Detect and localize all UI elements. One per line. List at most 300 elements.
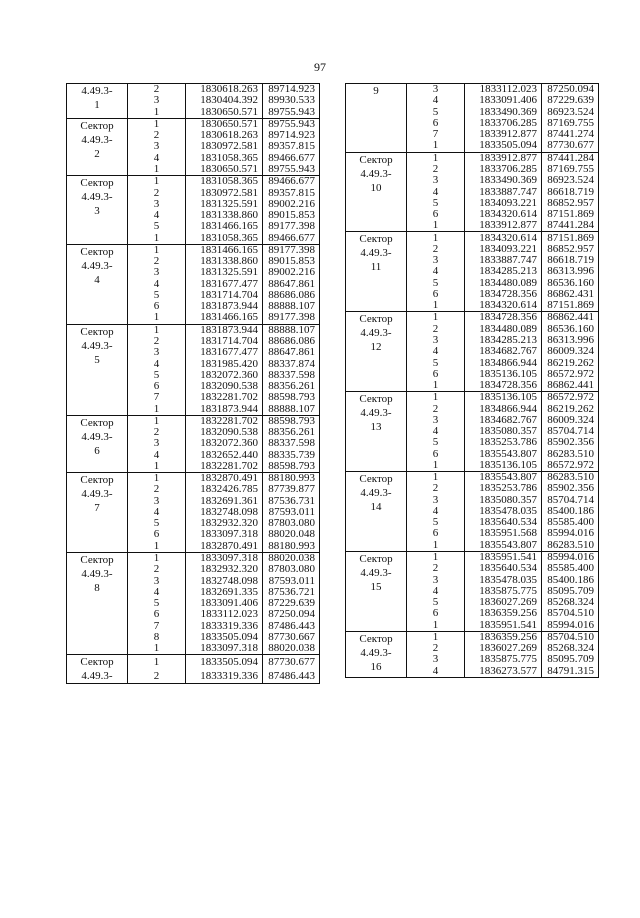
sector-label: Сектор 4.49.3- 10 xyxy=(346,152,407,232)
x-coordinate: 1833912.877 xyxy=(465,220,542,232)
x-coordinate: 1835951.541 xyxy=(465,551,542,563)
point-number: 6 xyxy=(153,608,160,621)
x-coordinate: 1833112.023 xyxy=(465,84,542,96)
y-coordinate: 88020.048 xyxy=(263,529,320,540)
point-number: 1 xyxy=(407,619,465,631)
x-coordinate: 1834285.213 xyxy=(465,266,542,277)
point-number: 3 xyxy=(432,493,439,506)
y-coordinate: 88888.107 xyxy=(263,324,320,336)
x-coordinate: 1833319.336 xyxy=(186,620,263,631)
y-coordinate: 87486.443 xyxy=(263,669,320,684)
x-coordinate: 1832870.491 xyxy=(186,541,263,553)
x-coordinate: 1835640.534 xyxy=(465,563,542,574)
y-coordinate: 86852.957 xyxy=(542,198,599,209)
x-coordinate: 1831325.591 xyxy=(186,267,263,278)
x-coordinate: 1835951.541 xyxy=(465,619,542,631)
point-number: 6 xyxy=(153,380,160,393)
y-coordinate: 89466.677 xyxy=(263,176,320,188)
point-number: 1 xyxy=(128,232,186,244)
x-coordinate: 1835080.357 xyxy=(465,495,542,506)
x-coordinate: 1835136.105 xyxy=(465,369,542,380)
x-coordinate: 1833097.318 xyxy=(186,643,263,655)
x-coordinate: 1830650.571 xyxy=(186,107,263,119)
point-number: 3 xyxy=(153,346,160,359)
point-number: 5 xyxy=(432,516,439,529)
x-coordinate: 1831873.944 xyxy=(186,301,263,312)
point-number: 2 xyxy=(153,255,160,268)
y-coordinate: 87229.639 xyxy=(542,95,599,106)
point-number: 3 xyxy=(432,653,439,666)
point-number: 3 xyxy=(432,413,439,426)
point-number: 1 xyxy=(407,152,465,164)
y-coordinate: 85704.714 xyxy=(542,426,599,437)
x-coordinate: 1834093.221 xyxy=(465,198,542,209)
point-number: 4 xyxy=(153,505,160,518)
y-coordinate: 86009.324 xyxy=(542,346,599,357)
y-coordinate: 86618.719 xyxy=(542,255,599,266)
point-number: 6 xyxy=(432,607,439,620)
point-number: 7 xyxy=(153,391,160,404)
y-coordinate: 89714.923 xyxy=(263,130,320,141)
x-coordinate: 1834728.356 xyxy=(465,380,542,392)
x-coordinate: 1835478.035 xyxy=(465,506,542,517)
sector-label: Сектор 4.49.3- 7 xyxy=(67,473,128,553)
x-coordinate: 1834320.614 xyxy=(465,232,542,244)
y-coordinate: 86852.957 xyxy=(542,244,599,255)
x-coordinate: 1831985.420 xyxy=(186,358,263,369)
point-number: 3 xyxy=(153,140,160,153)
point-number: 2 xyxy=(432,242,439,255)
point-number: 1 xyxy=(128,461,186,473)
point-number: 1 xyxy=(128,324,186,336)
y-coordinate: 88020.038 xyxy=(263,643,320,655)
point-number: 6 xyxy=(153,300,160,313)
point-number: 4 xyxy=(153,209,160,222)
x-coordinate: 1835136.105 xyxy=(465,460,542,472)
y-coordinate: 87441.284 xyxy=(542,220,599,232)
page-number: 97 xyxy=(314,60,326,74)
x-coordinate: 1836027.269 xyxy=(465,643,542,654)
x-coordinate: 1831873.944 xyxy=(186,324,263,336)
y-coordinate: 88686.086 xyxy=(263,290,320,301)
y-coordinate: 87593.011 xyxy=(263,507,320,518)
x-coordinate: 1833706.285 xyxy=(465,164,542,175)
y-coordinate: 87169.755 xyxy=(542,164,599,175)
y-coordinate: 85585.400 xyxy=(542,563,599,574)
x-coordinate: 1834480.089 xyxy=(465,278,542,289)
point-number: 1 xyxy=(407,140,465,152)
x-coordinate: 1832072.360 xyxy=(186,438,263,449)
y-coordinate: 89002.216 xyxy=(263,199,320,210)
x-coordinate: 1832870.491 xyxy=(186,473,263,485)
x-coordinate: 1833091.406 xyxy=(186,598,263,609)
coordinates-table-right xyxy=(345,83,599,678)
y-coordinate: 88647.861 xyxy=(263,279,320,290)
x-coordinate: 1835478.035 xyxy=(465,574,542,585)
point-number: 4 xyxy=(432,185,439,198)
point-number: 1 xyxy=(407,232,465,244)
point-number: 4 xyxy=(407,666,465,678)
y-coordinate: 86283.510 xyxy=(542,540,599,552)
point-number: 1 xyxy=(128,473,186,485)
y-coordinate: 87441.284 xyxy=(542,152,599,164)
y-coordinate: 87730.667 xyxy=(263,632,320,643)
y-coordinate: 87151.869 xyxy=(542,209,599,220)
point-number: 4 xyxy=(432,584,439,597)
x-coordinate: 1833887.747 xyxy=(465,255,542,266)
point-number: 4 xyxy=(153,585,160,598)
x-coordinate: 1831338.860 xyxy=(186,256,263,267)
y-coordinate: 88647.861 xyxy=(263,347,320,358)
x-coordinate: 1833505.094 xyxy=(465,140,542,152)
point-number: 2 xyxy=(153,426,160,439)
x-coordinate: 1833319.336 xyxy=(186,669,263,684)
y-coordinate: 88180.993 xyxy=(263,473,320,485)
point-number: 1 xyxy=(407,551,465,563)
x-coordinate: 1832691.361 xyxy=(186,496,263,507)
x-coordinate: 1834866.944 xyxy=(465,357,542,368)
point-number: 2 xyxy=(432,562,439,575)
x-coordinate: 1833912.877 xyxy=(465,129,542,140)
point-number: 5 xyxy=(153,597,160,610)
point-number: 1 xyxy=(128,541,186,553)
point-number: 5 xyxy=(432,356,439,369)
y-coordinate: 87486.443 xyxy=(263,620,320,631)
x-coordinate: 1832691.335 xyxy=(186,587,263,598)
coordinates-table-left xyxy=(66,83,320,684)
x-coordinate: 1830404.392 xyxy=(186,95,263,106)
y-coordinate: 86536.160 xyxy=(542,324,599,335)
y-coordinate: 84791.315 xyxy=(542,666,599,678)
point-number: 3 xyxy=(153,266,160,279)
point-number: 4 xyxy=(432,504,439,517)
y-coordinate: 87730.677 xyxy=(542,140,599,152)
point-number: 4 xyxy=(432,94,439,107)
y-coordinate: 89015.853 xyxy=(263,210,320,221)
point-number: 3 xyxy=(432,573,439,586)
point-number: 2 xyxy=(128,669,186,684)
y-coordinate: 87229.639 xyxy=(263,598,320,609)
table-row xyxy=(67,655,320,670)
point-number: 3 xyxy=(432,333,439,346)
y-coordinate: 89755.943 xyxy=(263,118,320,130)
y-coordinate: 86536.160 xyxy=(542,278,599,289)
point-number: 7 xyxy=(153,619,160,632)
point-number: 1 xyxy=(128,107,186,119)
x-coordinate: 1834285.213 xyxy=(465,335,542,346)
point-number: 1 xyxy=(128,655,186,670)
y-coordinate: 89177.398 xyxy=(263,244,320,256)
y-coordinate: 87803.080 xyxy=(263,518,320,529)
x-coordinate: 1831873.944 xyxy=(186,403,263,415)
point-number: 6 xyxy=(432,527,439,540)
x-coordinate: 1833091.406 xyxy=(465,95,542,106)
table-row xyxy=(346,392,599,404)
x-coordinate: 1834728.356 xyxy=(465,289,542,300)
x-coordinate: 1835543.807 xyxy=(465,540,542,552)
x-coordinate: 1830972.581 xyxy=(186,141,263,152)
y-coordinate: 85268.324 xyxy=(542,597,599,608)
x-coordinate: 1834093.221 xyxy=(465,244,542,255)
point-number: 1 xyxy=(128,118,186,130)
x-coordinate: 1834320.614 xyxy=(465,209,542,220)
point-number: 8 xyxy=(153,630,160,643)
point-number: 3 xyxy=(153,574,160,587)
y-coordinate: 89930.533 xyxy=(263,95,320,106)
x-coordinate: 1835253.786 xyxy=(465,437,542,448)
x-coordinate: 1833097.318 xyxy=(186,552,263,564)
y-coordinate: 87536.721 xyxy=(263,587,320,598)
y-coordinate: 88180.993 xyxy=(263,541,320,553)
x-coordinate: 1832281.702 xyxy=(186,415,263,427)
x-coordinate: 1831677.477 xyxy=(186,347,263,358)
y-coordinate: 87250.094 xyxy=(542,84,599,96)
point-number: 1 xyxy=(407,472,465,484)
sector-label: Сектор 4.49.3- 4 xyxy=(67,244,128,324)
point-number: 1 xyxy=(128,643,186,655)
table-row xyxy=(67,176,320,188)
x-coordinate: 1831338.860 xyxy=(186,210,263,221)
x-coordinate: 1832932.320 xyxy=(186,564,263,575)
y-coordinate: 85902.356 xyxy=(542,437,599,448)
x-coordinate: 1830650.571 xyxy=(186,118,263,130)
y-coordinate: 89714.923 xyxy=(263,84,320,96)
x-coordinate: 1836027.269 xyxy=(465,597,542,608)
point-number: 5 xyxy=(432,436,439,449)
x-coordinate: 1835875.775 xyxy=(465,586,542,597)
x-coordinate: 1834728.356 xyxy=(465,312,542,324)
y-coordinate: 88598.793 xyxy=(263,461,320,473)
point-number: 3 xyxy=(153,494,160,507)
point-number: 3 xyxy=(432,254,439,267)
y-coordinate: 87151.869 xyxy=(542,232,599,244)
y-coordinate: 88888.107 xyxy=(263,301,320,312)
y-coordinate: 88337.874 xyxy=(263,358,320,369)
y-coordinate: 87441.274 xyxy=(542,129,599,140)
sector-label: 4.49.3- 1 xyxy=(67,84,128,119)
sector-label: Сектор 4.49.3- 13 xyxy=(346,392,407,472)
y-coordinate: 88686.086 xyxy=(263,336,320,347)
point-number: 2 xyxy=(432,322,439,335)
y-coordinate: 87739.877 xyxy=(263,484,320,495)
point-number: 1 xyxy=(128,403,186,415)
sector-label: Сектор 4.49.3- 6 xyxy=(67,415,128,472)
y-coordinate: 87169.755 xyxy=(542,118,599,129)
y-coordinate: 86923.524 xyxy=(542,175,599,186)
y-coordinate: 89755.943 xyxy=(263,164,320,176)
y-coordinate: 87250.094 xyxy=(263,609,320,620)
x-coordinate: 1834320.614 xyxy=(465,300,542,312)
x-coordinate: 1833505.094 xyxy=(186,655,263,670)
x-coordinate: 1835640.534 xyxy=(465,517,542,528)
y-coordinate: 86862.431 xyxy=(542,289,599,300)
x-coordinate: 1832932.320 xyxy=(186,518,263,529)
y-coordinate: 85095.709 xyxy=(542,654,599,665)
y-coordinate: 89466.677 xyxy=(263,232,320,244)
point-number: 5 xyxy=(432,196,439,209)
x-coordinate: 1832090.538 xyxy=(186,427,263,438)
point-number: 6 xyxy=(432,116,439,129)
y-coordinate: 88020.038 xyxy=(263,552,320,564)
y-coordinate: 86923.524 xyxy=(542,107,599,118)
point-number: 4 xyxy=(153,151,160,164)
x-coordinate: 1831466.165 xyxy=(186,244,263,256)
x-coordinate: 1835543.807 xyxy=(465,449,542,460)
y-coordinate: 86313.996 xyxy=(542,335,599,346)
x-coordinate: 1831466.165 xyxy=(186,221,263,232)
y-coordinate: 85994.016 xyxy=(542,619,599,631)
x-coordinate: 1833912.877 xyxy=(465,152,542,164)
point-number: 4 xyxy=(153,277,160,290)
point-number: 5 xyxy=(432,596,439,609)
x-coordinate: 1835875.775 xyxy=(465,654,542,665)
x-coordinate: 1831677.477 xyxy=(186,279,263,290)
sector-label: Сектор 4.49.3- 8 xyxy=(67,552,128,654)
x-coordinate: 1832652.440 xyxy=(186,450,263,461)
y-coordinate: 87803.080 xyxy=(263,564,320,575)
point-number: 1 xyxy=(128,552,186,564)
sector-label: Сектор 4.49.3- 16 xyxy=(346,631,407,677)
y-coordinate: 85902.356 xyxy=(542,483,599,494)
x-coordinate: 1832281.702 xyxy=(186,392,263,403)
point-number: 2 xyxy=(432,642,439,655)
y-coordinate: 85400.186 xyxy=(542,574,599,585)
point-number: 1 xyxy=(407,312,465,324)
y-coordinate: 89755.943 xyxy=(263,107,320,119)
y-coordinate: 89177.398 xyxy=(263,221,320,232)
x-coordinate: 1832748.098 xyxy=(186,507,263,518)
y-coordinate: 89015.853 xyxy=(263,256,320,267)
y-coordinate: 88888.107 xyxy=(263,403,320,415)
y-coordinate: 88337.598 xyxy=(263,438,320,449)
point-number: 3 xyxy=(153,94,160,107)
x-coordinate: 1835136.105 xyxy=(465,392,542,404)
point-number: 4 xyxy=(153,448,160,461)
y-coordinate: 88598.793 xyxy=(263,392,320,403)
x-coordinate: 1832072.360 xyxy=(186,370,263,381)
point-number: 2 xyxy=(153,129,160,142)
point-number: 1 xyxy=(407,540,465,552)
y-coordinate: 85268.324 xyxy=(542,643,599,654)
x-coordinate: 1834682.767 xyxy=(465,346,542,357)
x-coordinate: 1836273.577 xyxy=(465,666,542,678)
x-coordinate: 1833887.747 xyxy=(465,186,542,197)
x-coordinate: 1832748.098 xyxy=(186,575,263,586)
x-coordinate: 1832426.785 xyxy=(186,484,263,495)
point-number: 3 xyxy=(153,197,160,210)
table-row xyxy=(346,232,599,244)
sector-label: Сектор 4.49.3- 2 xyxy=(67,118,128,175)
y-coordinate: 85095.709 xyxy=(542,586,599,597)
y-coordinate: 86313.996 xyxy=(542,266,599,277)
sector-label: Сектор 4.49.3- 14 xyxy=(346,472,407,552)
point-number: 1 xyxy=(128,244,186,256)
y-coordinate: 85704.510 xyxy=(542,631,599,643)
point-number: 5 xyxy=(153,220,160,233)
sector-label: Сектор 4.49.3- 15 xyxy=(346,551,407,631)
x-coordinate: 1834866.944 xyxy=(465,403,542,414)
x-coordinate: 1833505.094 xyxy=(186,632,263,643)
point-number: 4 xyxy=(432,345,439,358)
point-number: 6 xyxy=(432,367,439,380)
y-coordinate: 88356.261 xyxy=(263,427,320,438)
y-coordinate: 86862.441 xyxy=(542,380,599,392)
x-coordinate: 1834480.089 xyxy=(465,324,542,335)
x-coordinate: 1833490.369 xyxy=(465,107,542,118)
point-number: 1 xyxy=(407,380,465,392)
point-number: 2 xyxy=(432,162,439,175)
y-coordinate: 87151.869 xyxy=(542,300,599,312)
point-number: 7 xyxy=(432,128,439,141)
point-number: 5 xyxy=(432,105,439,118)
point-number: 1 xyxy=(407,220,465,232)
x-coordinate: 1835543.807 xyxy=(465,472,542,484)
x-coordinate: 1832090.538 xyxy=(186,381,263,392)
y-coordinate: 88337.598 xyxy=(263,370,320,381)
y-coordinate: 89177.398 xyxy=(263,312,320,324)
point-number: 6 xyxy=(432,287,439,300)
point-number: 3 xyxy=(432,174,439,187)
point-number: 5 xyxy=(153,368,160,381)
point-number: 1 xyxy=(407,300,465,312)
y-coordinate: 86219.262 xyxy=(542,403,599,414)
point-number: 6 xyxy=(432,447,439,460)
point-number: 5 xyxy=(432,276,439,289)
y-coordinate: 85585.400 xyxy=(542,517,599,528)
sector-label: Сектор 4.49.3- 11 xyxy=(346,232,407,312)
point-number: 4 xyxy=(432,265,439,278)
point-number: 1 xyxy=(407,460,465,472)
point-number: 3 xyxy=(407,84,465,96)
y-coordinate: 87593.011 xyxy=(263,575,320,586)
y-coordinate: 89357.815 xyxy=(263,187,320,198)
sector-label: Сектор 4.49.3- 3 xyxy=(67,176,128,245)
x-coordinate: 1835080.357 xyxy=(465,426,542,437)
x-coordinate: 1836359.256 xyxy=(465,631,542,643)
y-coordinate: 87536.731 xyxy=(263,496,320,507)
y-coordinate: 85994.016 xyxy=(542,551,599,563)
point-number: 1 xyxy=(407,631,465,643)
point-number: 4 xyxy=(153,357,160,370)
y-coordinate: 88598.793 xyxy=(263,415,320,427)
y-coordinate: 86283.510 xyxy=(542,449,599,460)
sector-label: Сектор 4.49.3- xyxy=(67,655,128,684)
point-number: 2 xyxy=(432,482,439,495)
point-number: 2 xyxy=(432,402,439,415)
x-coordinate: 1833490.369 xyxy=(465,175,542,186)
point-number: 3 xyxy=(153,437,160,450)
x-coordinate: 1831058.365 xyxy=(186,153,263,164)
table-row xyxy=(346,312,599,324)
sector-label: Сектор 4.49.3- 12 xyxy=(346,312,407,392)
y-coordinate: 86572.972 xyxy=(542,369,599,380)
x-coordinate: 1832281.702 xyxy=(186,461,263,473)
y-coordinate: 85994.016 xyxy=(542,528,599,539)
x-coordinate: 1835951.568 xyxy=(465,528,542,539)
point-number: 1 xyxy=(128,312,186,324)
y-coordinate: 86283.510 xyxy=(542,472,599,484)
y-coordinate: 86219.262 xyxy=(542,357,599,368)
y-coordinate: 89466.677 xyxy=(263,153,320,164)
x-coordinate: 1835253.786 xyxy=(465,483,542,494)
y-coordinate: 89002.216 xyxy=(263,267,320,278)
x-coordinate: 1830650.571 xyxy=(186,164,263,176)
point-number: 2 xyxy=(153,563,160,576)
y-coordinate: 88335.739 xyxy=(263,450,320,461)
point-number: 1 xyxy=(128,176,186,188)
x-coordinate: 1830972.581 xyxy=(186,187,263,198)
y-coordinate: 86862.441 xyxy=(542,312,599,324)
